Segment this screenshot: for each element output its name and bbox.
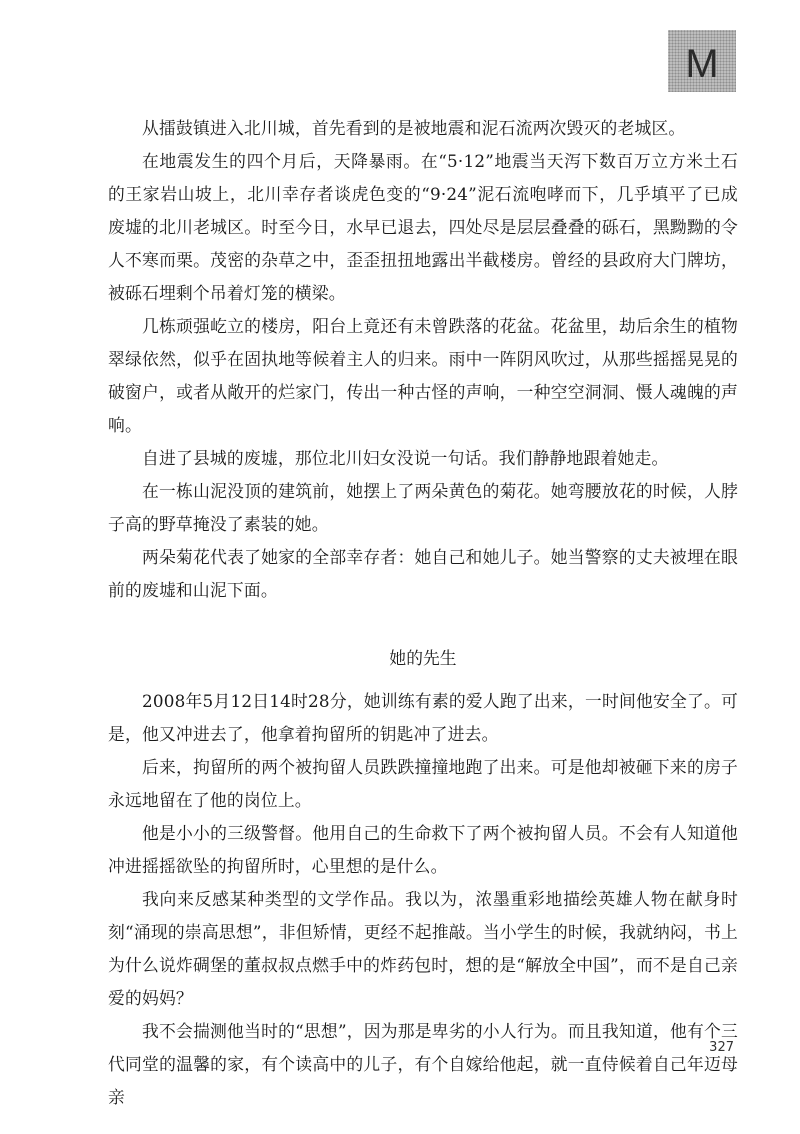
paragraph: 两朵菊花代表了她家的全部幸存者：她自己和她儿子。她当警察的丈夫被埋在眼前的废墟和山泥下面。: [108, 547, 738, 600]
section-title: 她的先生: [389, 648, 457, 668]
paragraph: 他是小小的三级警督。他用自己的生命救下了两个被拘留人员。不会有人知道他冲进摇摇欲坠的拘留所时，心里想的是什么。: [108, 823, 738, 876]
page-body: [108, 112, 738, 1114]
chapter-tab: [668, 30, 736, 92]
paragraph: 自进了县城的废墟，那位北川妇女没说一句话。我们静静地跟着她走。: [142, 448, 669, 468]
paragraph: 在地震发生的四个月后，天降暴雨。在“5·12”地震当天泻下数百万立方米土石的王家岩山坡上，北川幸存者谈虎色变的“9·24”泥石流咆哮而下，几乎填平了已成废墟的北川老城区。时至今日，水早已退去，四处尽是层层叠叠的砾石，黑黝黝的令人不寒而栗。茂密的杂草之中，歪歪扭扭地露出半截楼房。曾经的县政府大门牌坊，被砾石埋剩个吊着灯笼的横梁。: [108, 151, 738, 303]
paragraph: 2008年5月12日14时28分，她训练有素的爱人跑了出来，一时间他安全了。可是，他又冲进去了，他拿着拘留所的钥匙冲了进去。: [108, 691, 738, 744]
paragraph: 后来，拘留所的两个被拘留人员跌跌撞撞地跑了出来。可是他却被砸下来的房子永远地留在了他的岗位上。: [108, 757, 738, 810]
paragraph: 从擂鼓镇进入北川城，首先看到的是被地震和泥石流两次毁灭的老城区。: [142, 118, 686, 138]
chapter-letter: M: [685, 42, 719, 86]
paragraph: 几栋顽强屹立的楼房，阳台上竟还有未曾跌落的花盆。花盆里，劫后余生的植物翠绿依然，似乎在固执地等候着主人的归来。雨中一阵阴风吹过，从那些摇摇晃晃的破窗户，或者从敞开的烂家门，传出一种古怪的声响，一种空空洞洞、慑人魂魄的声响。: [108, 316, 738, 435]
paragraph: 在一栋山泥没顶的建筑前，她摆上了两朵黄色的菊花。她弯腰放花的时候，人脖子高的野草掩没了素装的她。: [108, 481, 738, 534]
paragraph: 我向来反感某种类型的文学作品。我以为，浓墨重彩地描绘英雄人物在献身时刻“涌现的崇高思想”，非但矫情，更经不起推敲。当小学生的时候，我就纳闷，书上为什么说炸碉堡的董叔叔点燃手中的炸药包时，想的是“解放全中国”，而不是自己亲爱的妈妈？: [108, 889, 738, 1008]
paragraph: 我不会揣测他当时的“思想”，因为那是卑劣的小人行为。而且我知道，他有个三代同堂的温馨的家，有个读高中的儿子，有个自嫁给他起，就一直侍候着自己年迈母亲: [108, 1021, 738, 1107]
page-number: 327: [709, 1040, 734, 1055]
